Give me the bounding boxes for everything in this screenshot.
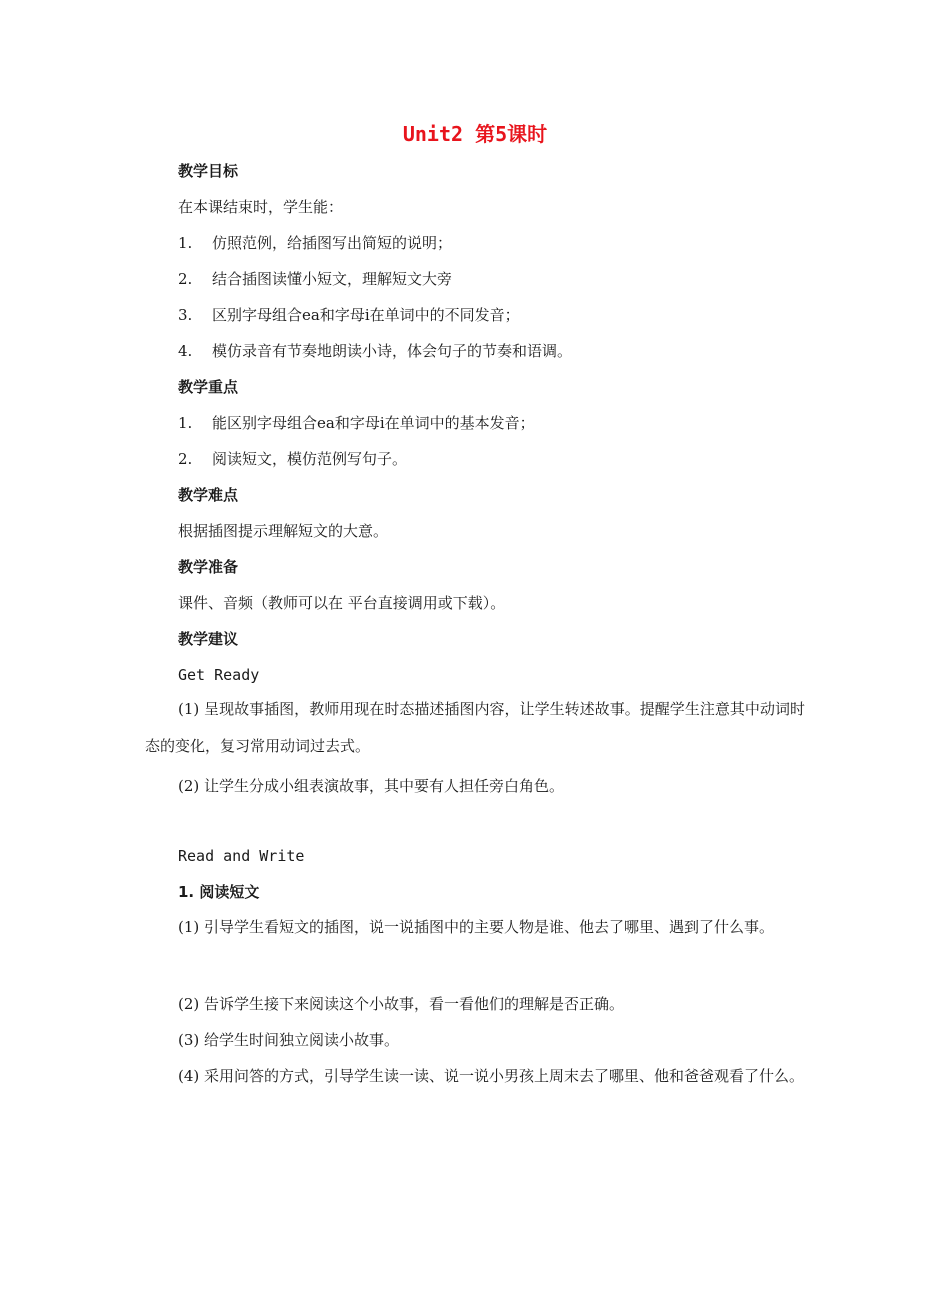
objectives-heading: 教学目标 bbox=[178, 162, 239, 180]
preparation-heading: 教学准备 bbox=[178, 558, 239, 576]
list-number: 4. bbox=[178, 342, 193, 360]
list-number: 1. bbox=[178, 234, 193, 252]
list-text: 结合插图读懂小短文，理解短文大旁 bbox=[212, 270, 453, 288]
objectives-intro: 在本课结束时，学生能： bbox=[178, 198, 344, 216]
get-ready-paragraph-2: (2) 让学生分成小组表演故事，其中要有人担任旁白角色。 bbox=[178, 777, 565, 795]
key-point-item bbox=[178, 448, 407, 470]
difficulties-heading: 教学难点 bbox=[178, 486, 239, 504]
list-text: 仿照范例，给插图写出简短的说明； bbox=[212, 234, 453, 252]
preparation-text: 课件、音频（教师可以在 平台直接调用或下载）。 bbox=[178, 594, 506, 612]
page-title: Unit2 第5课时 bbox=[402, 122, 548, 146]
difficulties-text: 根据插图提示理解短文的大意。 bbox=[178, 522, 389, 540]
key-points-heading: 教学重点 bbox=[178, 378, 239, 396]
list-text: 能区别字母组合ea和字母i在单词中的基本发音； bbox=[212, 414, 535, 432]
read-write-paragraph-2: (2) 告诉学生接下来阅读这个小故事，看一看他们的理解是否正确。 bbox=[178, 995, 625, 1013]
list-number: 1. bbox=[178, 414, 193, 432]
read-write-subheading: 1. 阅读短文 bbox=[178, 883, 260, 901]
get-ready-paragraph-1: (1) 呈现故事插图，教师用现在时态描述插图内容，让学生转述故事。提醒学生注意其中动词时态的变化，复习常用动词过去式。 bbox=[145, 700, 805, 755]
list-text: 模仿录音有节奏地朗读小诗，体会句子的节奏和语调。 bbox=[212, 342, 573, 360]
key-point-item bbox=[178, 412, 535, 434]
list-text: 区别字母组合ea和字母i在单词中的不同发音； bbox=[212, 306, 520, 324]
get-ready-label: Get Ready bbox=[178, 666, 260, 684]
objective-item bbox=[178, 304, 520, 326]
objective-item bbox=[178, 232, 452, 254]
list-text: 阅读短文，模仿范例写句子。 bbox=[212, 450, 408, 468]
read-write-paragraph-4: (4) 采用问答的方式，引导学生读一读、说一说小男孩上周末去了哪里、他和爸爸观看了什么。 bbox=[178, 1067, 805, 1085]
read-write-label: Read and Write bbox=[178, 847, 305, 865]
list-number: 2. bbox=[178, 270, 193, 288]
objective-item bbox=[178, 268, 452, 290]
suggestions-heading: 教学建议 bbox=[178, 630, 239, 648]
list-number: 2. bbox=[178, 450, 193, 468]
read-write-paragraph-1: (1) 引导学生看短文的插图，说一说插图中的主要人物是谁、他去了哪里、遇到了什么事。 bbox=[178, 918, 775, 936]
list-number: 3. bbox=[178, 306, 193, 324]
read-write-paragraph-3: (3) 给学生时间独立阅读小故事。 bbox=[178, 1031, 400, 1049]
objective-item bbox=[178, 340, 572, 362]
